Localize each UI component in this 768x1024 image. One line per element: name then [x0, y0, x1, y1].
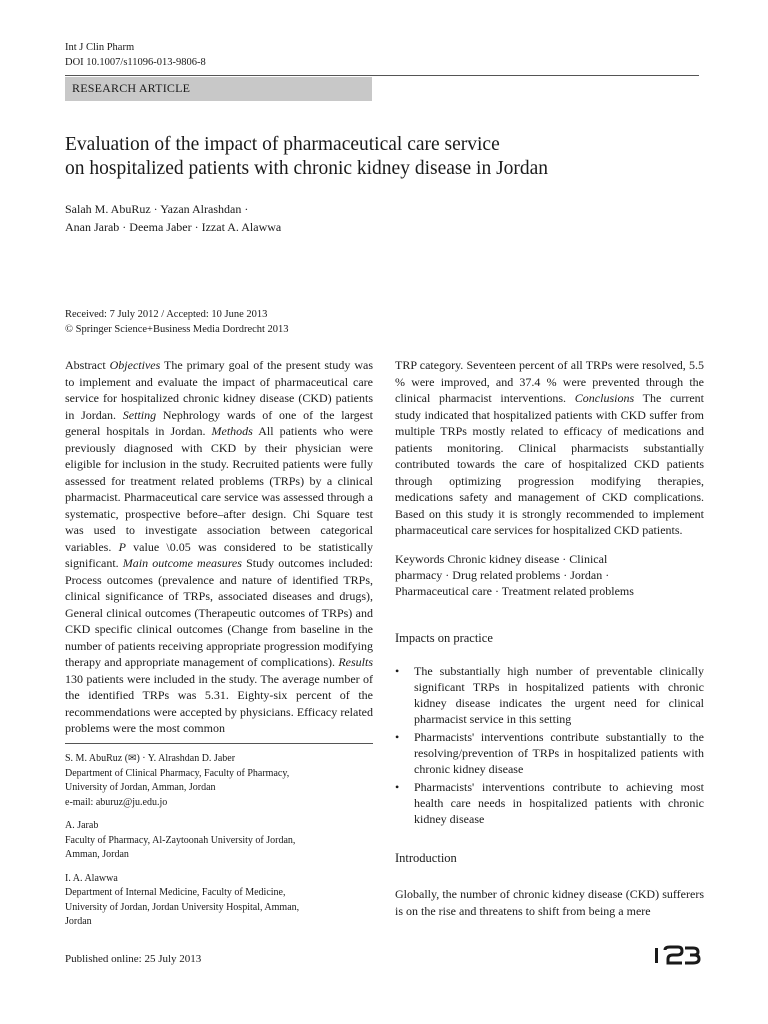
article-title: [65, 133, 705, 181]
keywords-line-2: pharmacy · Drug related problems · Jordan ·: [395, 568, 610, 582]
impact-item: [395, 663, 704, 727]
bullet-icon: •: [395, 664, 400, 678]
introduction-heading: Introduction: [395, 851, 457, 865]
results-heading: Results: [338, 655, 373, 669]
impact-item: [395, 729, 704, 777]
keywords-line-1: Keywords Chronic kidney disease · Clinical: [395, 552, 608, 566]
journal-header: [65, 40, 206, 70]
publication-dates: [65, 307, 465, 337]
affiliation-3-univ: University of Jordan, Jordan University Hospital, Amman,: [65, 901, 300, 913]
affiliation-3: [65, 872, 373, 930]
affiliation-1-dept: Department of Clinical Pharmacy, Faculty of Pharmacy,: [65, 767, 290, 779]
springer-123-logo: [651, 943, 701, 967]
article-type: RESEARCH ARTICLE: [72, 81, 191, 95]
objectives-heading: Objectives: [109, 358, 161, 372]
continued-text: TRP category. Seventeen percent of all TRPs were resolved, 5.5 % were improved, and 37.4 % were prevented through the clinical pharmacist interventions.: [395, 358, 704, 405]
abstract-label: Abstract: [65, 358, 106, 372]
authors-line-1: Salah M. AbuRuz · Yazan Alrashdan ·: [65, 202, 249, 216]
outcome-text: Study outcomes included: Process outcomes (prevalence and nature of identified TRPs, clinical significance of TRPs, associated diseases and drugs), General clinical outcomes (Therapeutic outcomes of TRPs) and CKD specific clinical outcomes (Change from baseline in the number of patients receiving appropriate progression modifying therapy and appropriate management of complications).: [65, 556, 373, 669]
setting-heading: Setting: [122, 407, 157, 422]
impact-text: Pharmacists' interventions contribute substantially to the resolving/prevention of TRPs in hospitalized patients with chronic kidney disease: [414, 730, 704, 776]
methods-heading: Methods: [211, 424, 253, 438]
introduction-body: [395, 886, 704, 919]
conclusions-heading: Conclusions: [574, 391, 635, 405]
corresponding-email[interactable]: e-mail: aburuz@ju.edu.jo: [65, 796, 168, 808]
outcome-heading: Main outcome measures: [122, 556, 242, 570]
results-text: 130 patients were included in the study. The average number of the identified TRPs was 5.31. Eighty-six percent of the recommendations were accepted by physicians. Efficacy related problems were the most common: [65, 671, 373, 735]
affiliation-2-name: A. Jarab: [65, 820, 99, 831]
doi[interactable]: DOI 10.1007/s11096-013-9806-8: [65, 57, 206, 68]
affiliation-3-name: I. A. Alawwa: [65, 872, 118, 884]
setting-text: Nephrology wards of one of the largest general hospitals in Jordan.: [65, 407, 373, 438]
affiliation-2: [65, 819, 373, 863]
affiliation-2-city: Amman, Jordan: [65, 849, 129, 860]
impact-item: [395, 779, 704, 827]
abstract-right-column: [395, 357, 704, 539]
copyright: © Springer Science+Business Media Dordrecht 2013: [65, 324, 289, 335]
impact-text: The substantially high number of preventable clinically significant TRPs in hospitalized patients with chronic kidney disease indicates the urgent need for clinical pharmacist service in this setting: [414, 664, 704, 726]
abstract-left-column: [65, 357, 373, 737]
affiliation-1-univ: University of Jordan, Amman, Jordan: [65, 782, 216, 793]
published-online: Published online: 25 July 2013: [65, 953, 202, 965]
affiliation-rule: [65, 743, 373, 744]
abstract-continued: [395, 357, 704, 539]
methods-text: All patients who were previously diagnosed with CKD by their physician were eligible for inclusion in the study. Recruited patients were fully assessed for treatment related problems (TRPs) by a clinical pharmacist. Pharmaceutical care service was assessed through a systematic, prospective before–after design. Chi Square test was used to investigate association between categorical variables.: [65, 424, 373, 554]
objectives-text: The primary goal of the present study was to implement and evaluate the impact of pharmaceutical care service for hospitalized chronic kidney disease (CKD) patients in Jordan.: [65, 358, 374, 422]
title-line-1: Evaluation of the impact of pharmaceutical care service: [65, 134, 500, 155]
article-type-banner: [65, 77, 372, 101]
affiliation-1: [65, 752, 373, 810]
affiliation-1-names: S. M. AbuRuz (✉) · Y. Alrashdan D. Jaber: [65, 753, 236, 764]
received-accepted: Received: 7 July 2012 / Accepted: 10 June 2013: [65, 309, 268, 320]
abstract-text: [65, 357, 373, 737]
keywords: [395, 551, 704, 599]
title-line-2: on hospitalized patients with chronic kidney disease in Jordan: [65, 158, 549, 179]
methods-text-2: value \0.05 was considered to be statistically significant.: [65, 539, 374, 570]
author-list: [65, 200, 465, 236]
affiliation-3-country: Jordan: [65, 916, 92, 927]
affiliation-3-dept: Department of Internal Medicine, Faculty of Medicine,: [65, 887, 286, 898]
impacts-list: [395, 663, 704, 829]
journal-name: Int J Clin Pharm: [65, 42, 135, 53]
bullet-icon: •: [395, 780, 400, 794]
impacts-heading: Impacts on practice: [395, 631, 493, 645]
authors-line-2: Anan Jarab · Deema Jaber · Izzat A. Alawwa: [65, 220, 282, 234]
keywords-line-3: Pharmaceutical care · Treatment related problems: [395, 584, 634, 598]
affiliations: [65, 752, 373, 939]
affiliation-2-dept: Faculty of Pharmacy, Al-Zaytoonah University of Jordan,: [65, 834, 296, 846]
bullet-icon: •: [395, 730, 400, 744]
impact-text: Pharmacists' interventions contribute to achieving most health care needs in hospitalized patients with chronic kidney disease: [414, 780, 704, 826]
header-rule: [65, 75, 699, 76]
p-value-symbol: P: [118, 539, 126, 554]
conclusions-text: The current study indicated that hospitalized patients with CKD suffer from multiple TRPs mostly related to efficacy of medications and patients monitoring. Clinical pharmacists substantially contributed towards the care of hospitalized CKD patients through optimizing progression modifying therapies, medications safety and management of CKD complications. Based on this study it is strongly recommended to implement pharmaceutical care services for hospitalized CKD patients.: [395, 391, 704, 537]
introduction-text: Globally, the number of chronic kidney disease (CKD) sufferers is on the rise and threatens to shift from being a mere: [395, 887, 704, 918]
